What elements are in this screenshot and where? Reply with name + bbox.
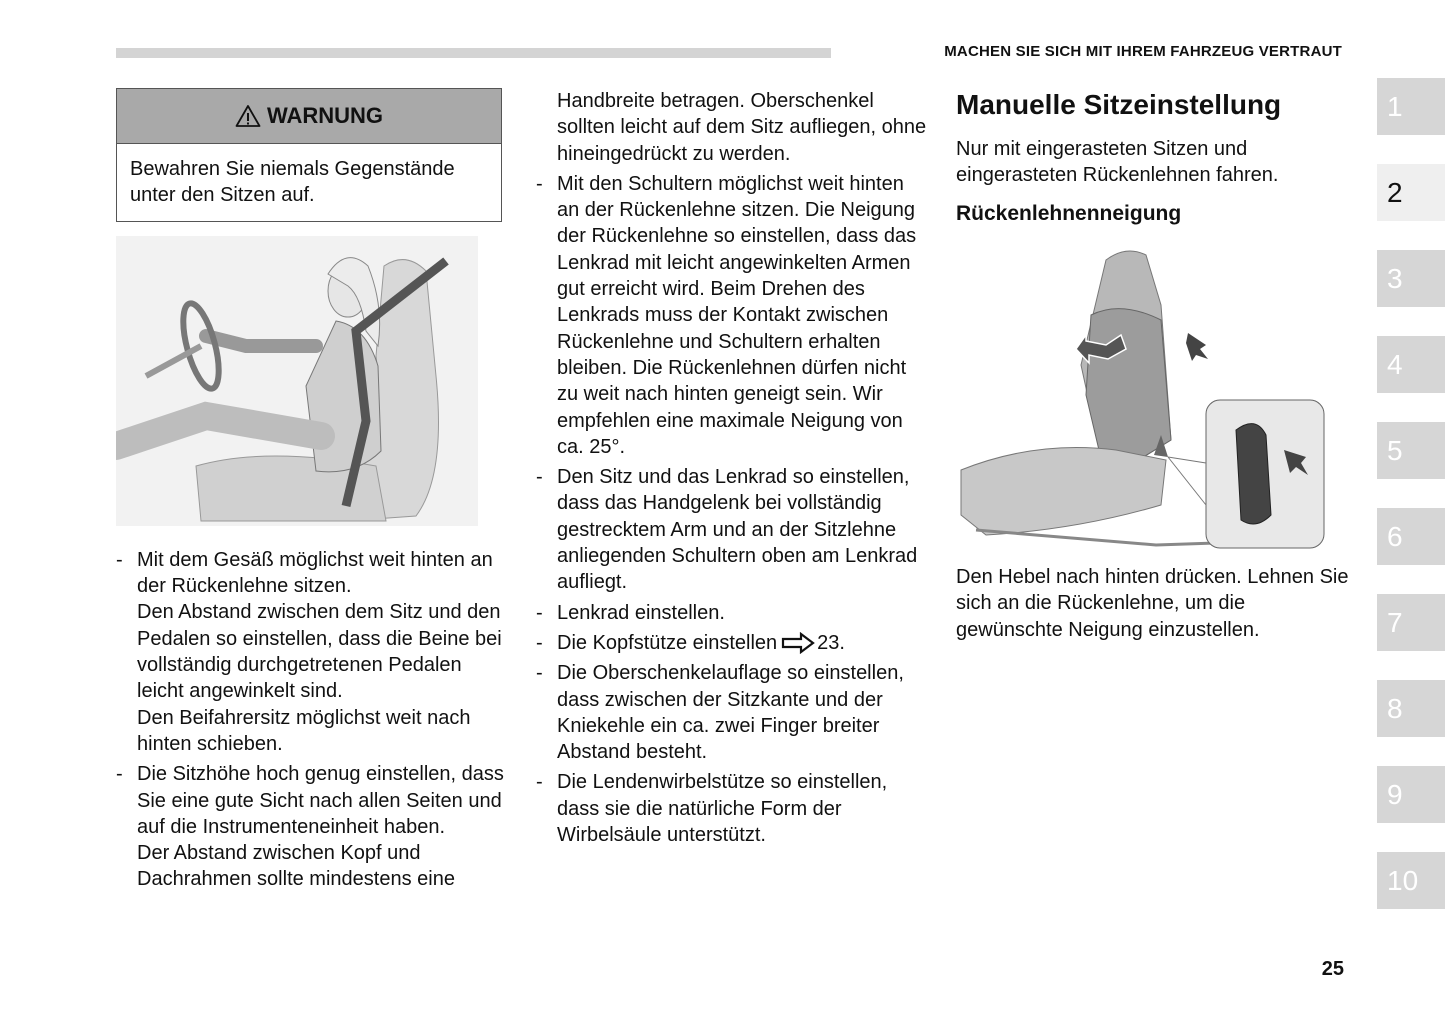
list-item-headrest — [532, 630, 927, 656]
chapter-tab-10[interactable]: 10 — [1377, 852, 1445, 909]
warning-header — [117, 89, 501, 144]
column-left — [116, 88, 506, 897]
chapter-tabs — [1377, 78, 1445, 938]
warning-box — [116, 88, 502, 222]
section-title: Manuelle Sitzeinstellung — [956, 89, 1282, 120]
chapter-tab-8[interactable]: 8 — [1377, 680, 1445, 737]
warning-triangle-icon — [235, 104, 261, 128]
chapter-header: MACHEN SIE SICH MIT IHREM FAHRZEUG VERTRAUT — [944, 43, 1342, 60]
seating-instructions-list-2 — [532, 171, 927, 848]
continued-text: Handbreite betragen. Oberschenkel sollten leicht auf dem Sitz aufliegen, ohne hineingedrückt zu werden. — [557, 90, 927, 165]
chapter-tab-1[interactable]: 1 — [1377, 78, 1445, 135]
list-item: - Mit dem Gesäß möglichst weit hinten an der Rückenlehne sitzen. Den Abstand zwischen dem Sitz und den Pedalen so einstellen, dass die Beine bei vollständig durchgetretenen Pedalen leicht angewinkelt sind. Den Beifahrersitz möglichst weit nach hinten schieben. — [116, 547, 506, 757]
page-reference[interactable]: 23. — [817, 631, 845, 654]
seat-backrest-illustration — [956, 245, 1328, 553]
list-item: - Lenkrad einstellen. — [532, 600, 927, 626]
headrest-text: Die Kopfstütze einstellen — [557, 631, 778, 654]
header-rule — [116, 48, 831, 58]
list-item: - Die Sitzhöhe hoch genug einstellen, dass Sie eine gute Sicht nach allen Seiten und auf die Instrumenteneinheit haben. Der Abstand zwischen Kopf und Dachrahmen sollte mindestens eine — [116, 761, 506, 892]
chapter-tab-3[interactable]: 3 — [1377, 250, 1445, 307]
column-right — [956, 88, 1351, 643]
chapter-tab-7[interactable]: 7 — [1377, 594, 1445, 651]
chapter-tab-6[interactable]: 6 — [1377, 508, 1445, 565]
seating-instructions-list-1 — [116, 547, 506, 893]
warning-title: WARNUNG — [266, 102, 384, 128]
chapter-tab-5[interactable]: 5 — [1377, 422, 1445, 479]
page-reference-arrow-icon — [781, 632, 815, 654]
page-number: 25 — [1321, 958, 1344, 980]
driver-seating-illustration — [116, 236, 478, 526]
chapter-tab-4[interactable]: 4 — [1377, 336, 1445, 393]
list-item: - Den Sitz und das Lenkrad so einstellen, dass das Handgelenk bei vollständig gestrecktem Arm und an der Sitzlehne anliegenden Schultern oben am Lenkrad aufliegt. — [532, 464, 927, 595]
list-item: - Mit den Schultern möglichst weit hinten an der Rückenlehne sitzen. Die Neigung der Rückenlehne so einstellen, dass das Lenkrad mit leicht angewinkelten Armen gut erreicht wird. Beim Drehen des Lenkrads muss der Kontakt zwischen Rückenlehne und Schultern erhalten bleiben. Die Rückenlehnen dürfen nicht zu weit nach hinten geneigt sein. Wir empfehlen eine maximale Neigung von ca. 25°. — [532, 171, 927, 460]
warning-text: Bewahren Sie niemals Gegenstände unter den Sitzen auf. — [130, 158, 455, 207]
subsection-title: Rückenlehnenneigung — [956, 201, 1182, 225]
list-item: - Die Lendenwirbelstütze so einstellen, dass sie die natürliche Form der Wirbelsäule unterstützt. — [532, 769, 927, 848]
chapter-tab-9[interactable]: 9 — [1377, 766, 1445, 823]
section-body: Den Hebel nach hinten drücken. Lehnen Sie sich an die Rückenlehne, um die gewünschte Neigung einzustellen. — [956, 566, 1349, 641]
section-intro: Nur mit eingerasteten Sitzen und eingerasteten Rückenlehnen fahren. — [956, 138, 1279, 187]
list-item: - Die Oberschenkelauflage so einstellen, dass zwischen der Sitzkante und der Kniekehle ein ca. zwei Finger breiter Abstand besteht. — [532, 660, 927, 765]
chapter-tab-2[interactable]: 2 — [1377, 164, 1445, 221]
column-middle — [532, 88, 927, 852]
